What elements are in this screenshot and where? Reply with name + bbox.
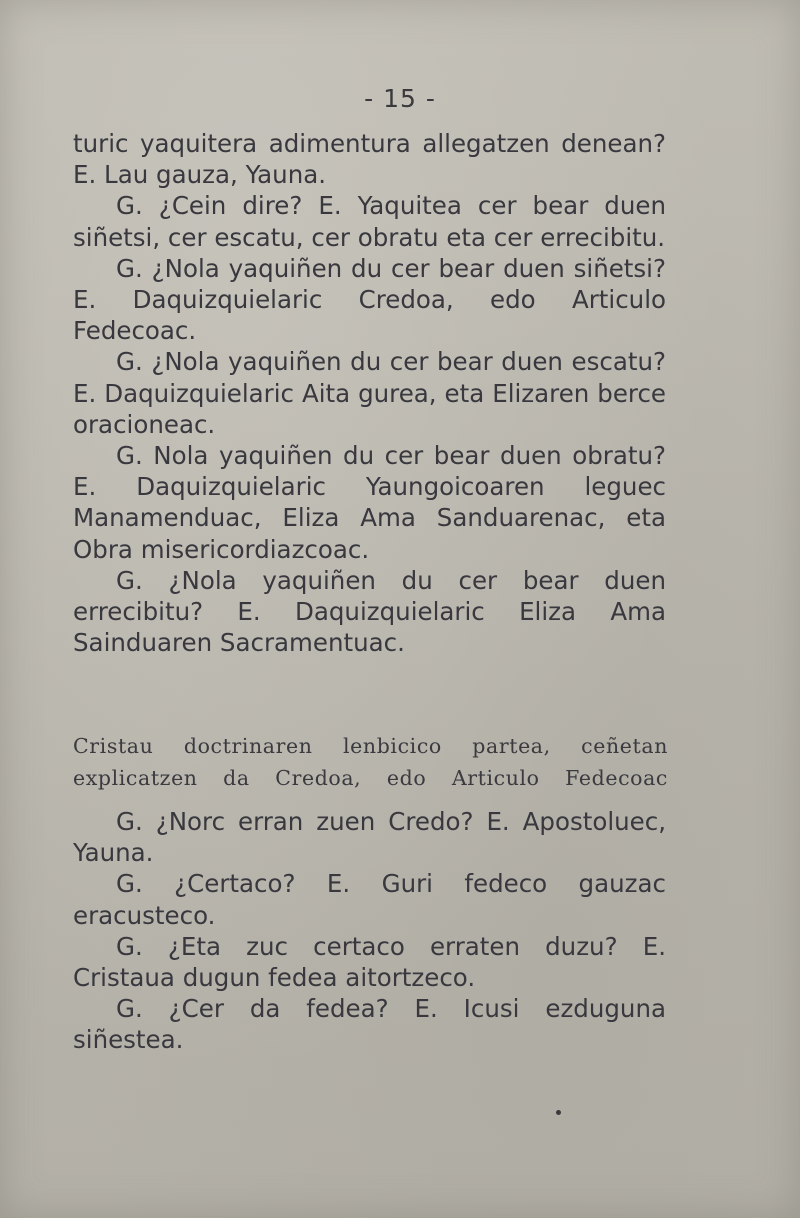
catechism-text-upper [73, 128, 666, 658]
paragraph: G. ¿Certaco? E. Guri fedeco gauzac eracusteco. [73, 869, 666, 930]
ink-speck [556, 1110, 561, 1115]
paragraph: G. ¿Nola yaquiñen du cer bear duen siñetsi? E. Daquizquielaric Credoa, edo Articulo Fedecoac. [73, 253, 666, 346]
section-heading-line: explicatzen da Credoa, edo Articulo Fedecoac [73, 766, 668, 790]
page-number: - 15 - [364, 84, 436, 113]
section-heading [73, 730, 668, 794]
section-heading-line: Cristau doctrinaren lenbicico partea, ceñetan [73, 734, 668, 758]
paragraph: G. ¿Cer da fedea? E. Icusi ezduguna siñestea. [73, 994, 666, 1055]
paragraph: G. Nola yaquiñen du cer bear duen obratu? E. Daquizquielaric Yaungoicoaren leguec Manamenduac, Eliza Ama Sanduarenac, eta Obra misericordiazcoac. [73, 441, 666, 564]
paragraph: G. ¿Nola yaquiñen du cer bear duen errecibitu? E. Daquizquielaric Eliza Ama Sainduaren Sacramentuac. [73, 565, 666, 658]
paragraph: G. ¿Cein dire? E. Yaquitea cer bear duen siñetsi, cer escatu, cer obratu eta cer errecibitu. [73, 191, 666, 252]
catechism-text-lower [73, 806, 666, 1056]
paragraph: G. ¿Eta zuc certaco erraten duzu? E. Cristaua dugun fedea aitortzeco. [73, 931, 666, 993]
paragraph: turic yaquitera adimentura allegatzen denean? E. Lau gauza, Yauna. [73, 129, 666, 190]
paragraph: G. ¿Norc erran zuen Credo? E. Apostoluec, Yauna. [73, 807, 666, 868]
paragraph: G. ¿Nola yaquiñen du cer bear duen escatu? E. Daquizquielaric Aita gurea, eta Elizaren berce oracioneac. [73, 347, 666, 439]
